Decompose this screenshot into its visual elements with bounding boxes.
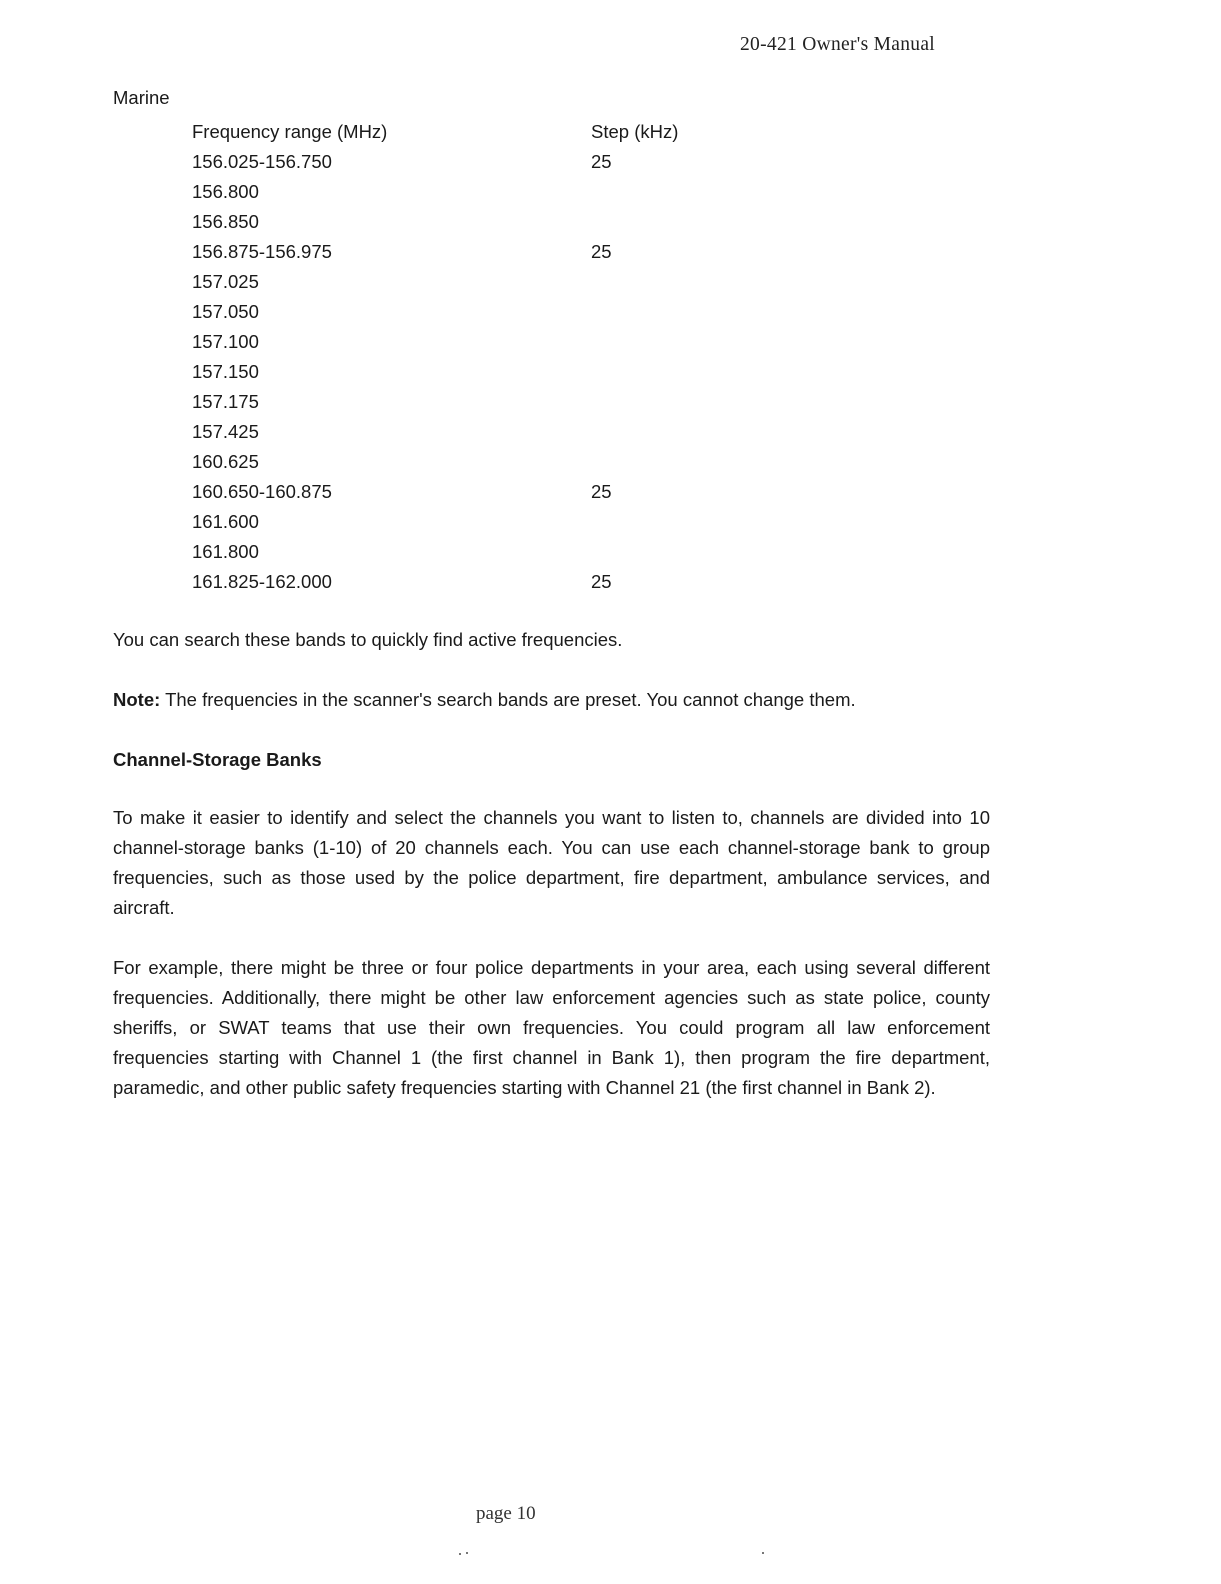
section-heading: Channel-Storage Banks [113,749,322,770]
table-row [192,447,741,477]
frequency-table [192,117,741,597]
step-cell: 25 [591,571,612,592]
note-text: The frequencies in the scanner's search bands are preset. You cannot change them. [160,689,856,710]
frequency-cell: 157.050 [192,301,259,322]
frequency-cell: 157.025 [192,271,259,292]
table-row [192,147,741,177]
frequency-cell: 157.150 [192,361,259,382]
table-row [192,507,741,537]
note-label: Note: [113,689,161,710]
step-cell [591,387,741,417]
table-row [192,387,741,417]
step-cell [591,507,741,537]
table-row [192,297,741,327]
scan-speck [466,1552,468,1554]
table-row [192,237,741,267]
step-cell [591,447,741,477]
table-row [192,567,741,597]
step-cell [591,207,741,237]
frequency-cell: 157.425 [192,421,259,442]
frequency-cell: 157.100 [192,331,259,352]
page-number: page 10 [476,1503,536,1524]
frequency-cell: 156.800 [192,181,259,202]
frequency-cell: 161.825-162.000 [192,571,332,592]
step-cell [591,537,741,567]
table-row [192,357,741,387]
table-row [192,267,741,297]
table-row [192,327,741,357]
table-row [192,477,741,507]
section-label-marine: Marine [113,87,170,108]
frequency-cell: 156.875-156.975 [192,241,332,262]
frequency-cell: 160.650-160.875 [192,481,332,502]
scan-speck [459,1553,461,1555]
channel-banks-paragraph: To make it easier to identify and select the channels you want to listen to, channels are divided into 10 channel-storage banks (1-10) of 20 channels each. You can use each channel-storage bank to group frequencies, such as those used by the police department, fire department, ambulance services, and aircraft. [113,807,990,918]
step-cell: 25 [591,151,612,172]
table-row [192,417,741,447]
step-cell [591,327,741,357]
frequency-cell: 156.025-156.750 [192,151,332,172]
table-row [192,177,741,207]
table-row [192,537,741,567]
step-cell: 25 [591,481,612,502]
search-bands-paragraph: You can search these bands to quickly find active frequencies. [113,629,623,650]
frequency-cell: 161.600 [192,511,259,532]
table-row [192,207,741,237]
frequency-cell: 156.850 [192,211,259,232]
frequency-cell: 161.800 [192,541,259,562]
step-cell [591,357,741,387]
step-cell [591,417,741,447]
page-header-title: 20-421 Owner's Manual [740,34,936,55]
column-header-frequency: Frequency range (MHz) [192,121,388,142]
note-paragraph [113,685,990,715]
step-cell [591,297,741,327]
step-cell: 25 [591,241,612,262]
frequency-cell: 157.175 [192,391,259,412]
scan-speck [762,1552,764,1554]
table-header-row [192,117,741,147]
frequency-cell: 160.625 [192,451,259,472]
example-paragraph: For example, there might be three or four police departments in your area, each using several different frequencies. Additionally, there might be other law enforcement agencies such as state police, county sheriffs, or SWAT teams that use their own frequencies. You could program all law enforcement frequencies starting with Channel 1 (the first channel in Bank 1), then program the fire department, paramedic, and other public safety frequencies starting with Channel 21 (the first channel in Bank 2). [113,957,990,1098]
step-cell [591,267,741,297]
column-header-step: Step (kHz) [591,121,679,142]
step-cell [591,177,741,207]
